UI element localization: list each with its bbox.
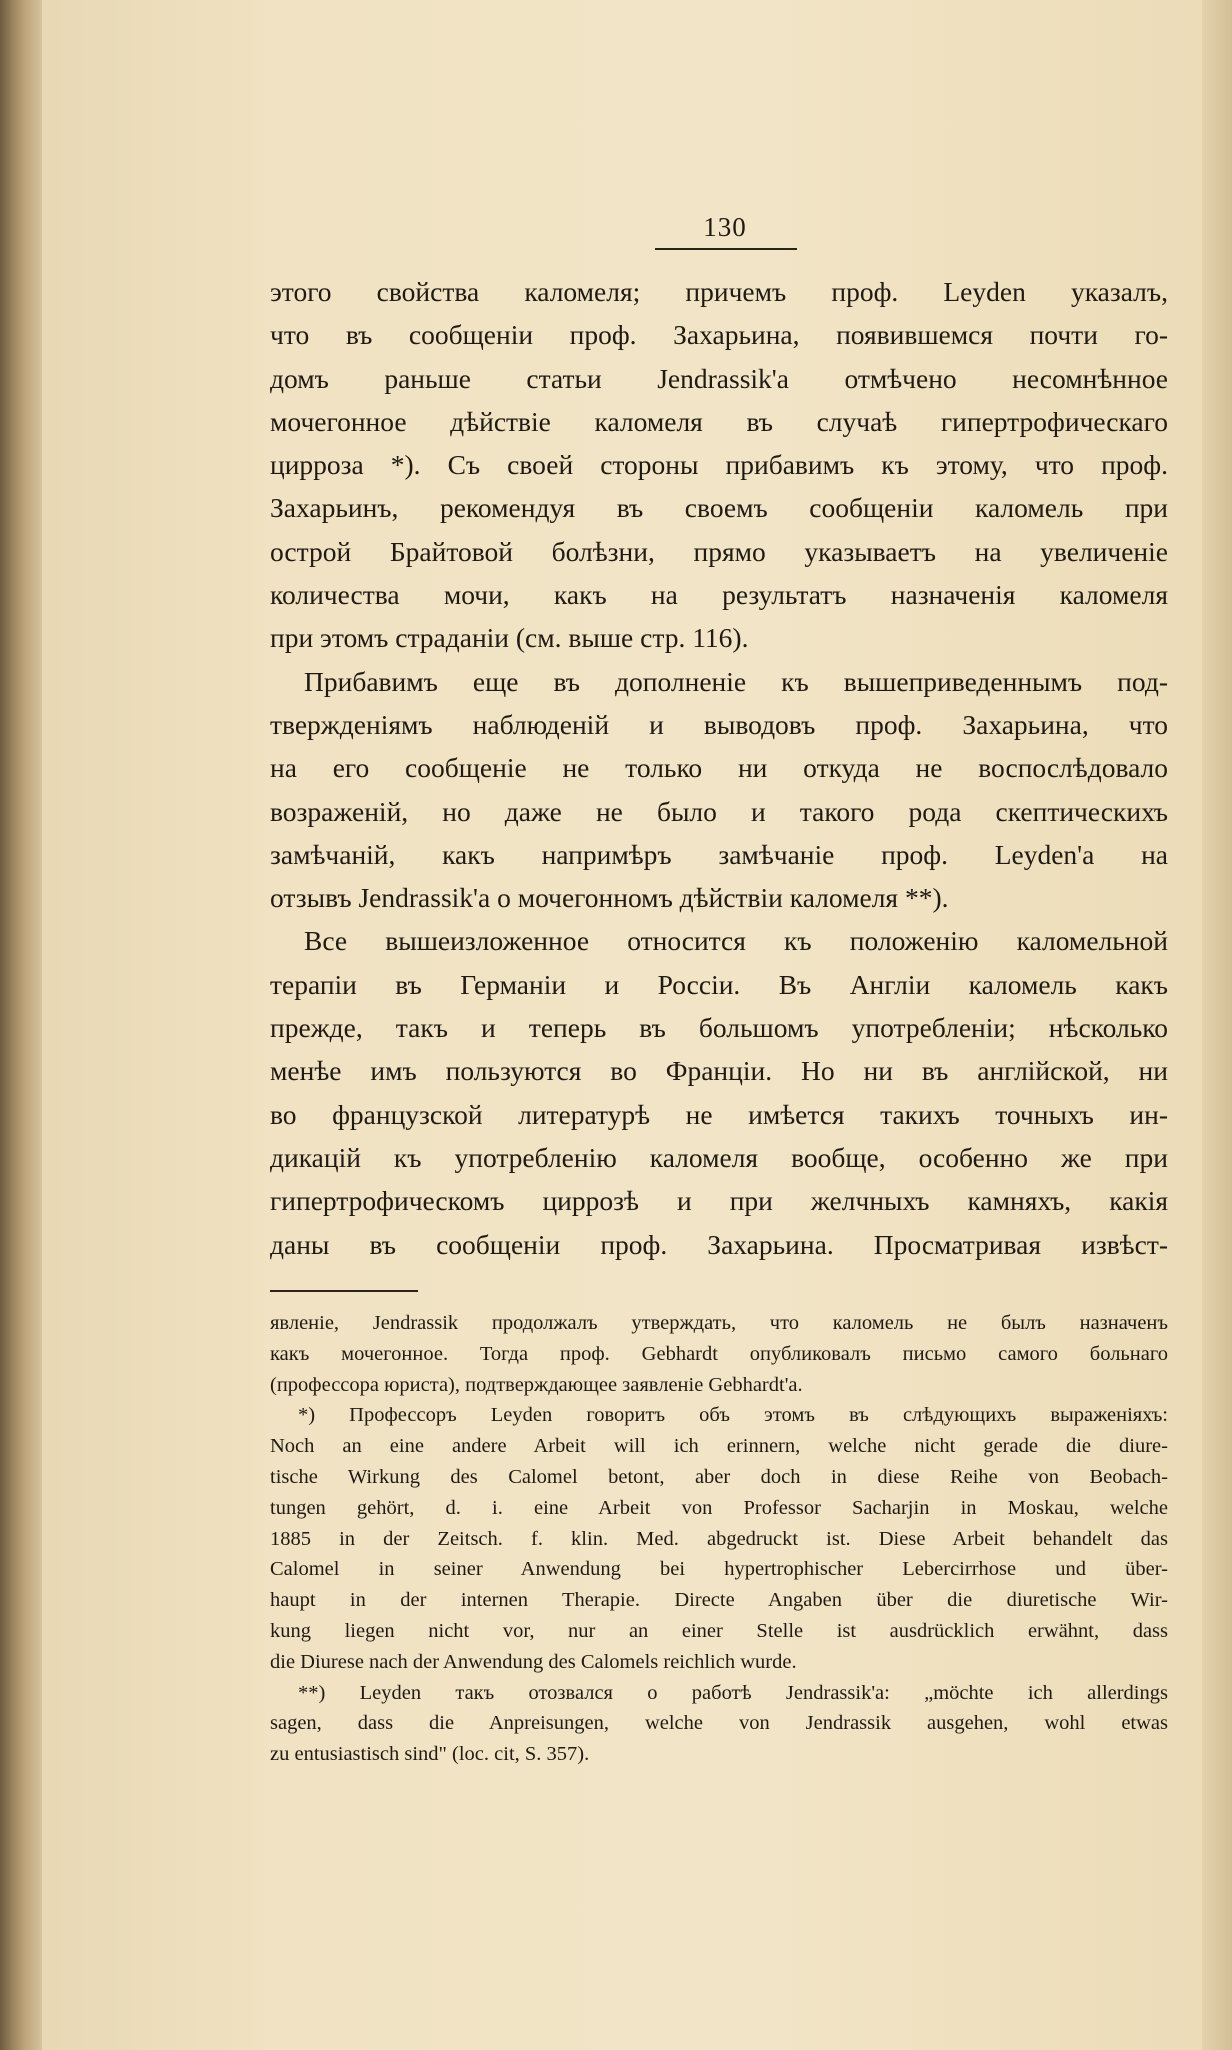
paragraph bbox=[270, 270, 1168, 660]
text-line: возраженій, но даже не было и такого рода скептическихъ bbox=[270, 795, 1168, 827]
footnote-separator bbox=[270, 1290, 418, 1292]
footnote-line: kung liegen nicht vor, nur an einer Stelle ist ausdrücklich erwähnt, dass bbox=[270, 1619, 1168, 1642]
footnote-line: Noch an eine andere Arbeit will ich erinnern, welche nicht gerade die diure- bbox=[270, 1435, 1168, 1458]
text-line: на его сообщеніе не только ни откуда не воспослѣдовало bbox=[270, 752, 1168, 784]
text-line: даны въ сообщеніи проф. Захарьина. Просматривая извѣст- bbox=[270, 1228, 1168, 1260]
footnote bbox=[270, 1400, 1168, 1677]
text-line: гипертрофическомъ циррозѣ и при желчныхъ камняхъ, какія bbox=[270, 1185, 1168, 1217]
text-line: Прибавимъ еще въ дополненіе къ вышеприведеннымъ под- bbox=[304, 665, 1168, 697]
footnote-line: die Diurese nach der Anwendung des Calomels reichlich wurde. bbox=[270, 1650, 797, 1673]
footnote-line: zu entusiastisch sind" (loc. cit, S. 357). bbox=[270, 1743, 590, 1766]
text-line: Все вышеизложенное относится къ положенію каломельной bbox=[304, 925, 1168, 957]
footnote-line: **) Leyden такъ отозвался о работѣ Jendrassik'а: „möchte ich allerdings bbox=[298, 1681, 1168, 1704]
book-binding-edge bbox=[0, 0, 42, 2050]
footnote-line: 1885 in der Zeitsch. f. klin. Med. abgedruckt ist. Diese Arbeit behandelt das bbox=[270, 1527, 1168, 1550]
text-line: количества мочи, какъ на результатъ назначенія каломеля bbox=[270, 579, 1168, 611]
footnotes bbox=[270, 1308, 1168, 1770]
text-line: отзывъ Jendrassik'а о мочегонномъ дѣйствіи каломеля **). bbox=[270, 882, 949, 914]
text-line: прежде, такъ и теперь въ большомъ употребленіи; нѣсколько bbox=[270, 1012, 1168, 1044]
page-number: 130 bbox=[703, 212, 747, 242]
page-right-edge bbox=[1202, 0, 1232, 2050]
page-number-underline bbox=[655, 248, 797, 250]
footnote-line: tungen gehört, d. i. eine Arbeit von Professor Sacharjin in Moskau, welche bbox=[270, 1496, 1168, 1519]
footnote bbox=[270, 1678, 1168, 1770]
text-line: острой Брайтовой болѣзни, прямо указываетъ на увеличеніе bbox=[270, 535, 1168, 567]
text-line: Захарьинъ, рекомендуя въ своемъ сообщеніи каломель при bbox=[270, 492, 1168, 524]
text-line: цирроза *). Съ своей стороны прибавимъ къ этому, что проф. bbox=[270, 449, 1168, 481]
text-line: менѣе имъ пользуются во Франціи. Но ни въ англійской, ни bbox=[270, 1055, 1168, 1087]
text-line: дикацій къ употребленію каломеля вообще, особенно же при bbox=[270, 1141, 1168, 1173]
text-line: мочегонное дѣйствіе каломеля въ случаѣ гипертрофическаго bbox=[270, 405, 1168, 437]
footnote-line: (профессора юриста), подтверждающее заявленіе Gebhardt'а. bbox=[270, 1373, 803, 1396]
text-line: замѣчаній, какъ напримѣръ замѣчаніе проф. Leyden'а на bbox=[270, 838, 1168, 870]
text-line: терапіи въ Германіи и Россіи. Въ Англіи каломель какъ bbox=[270, 968, 1168, 1000]
text-line: домъ раньше статьи Jendrassik'а отмѣчено несомнѣнное bbox=[270, 362, 1168, 394]
text-line: этого свойства каломеля; причемъ проф. Leyden указалъ, bbox=[270, 276, 1168, 307]
text-line: во французской литературѣ не имѣется такихъ точныхъ ин- bbox=[270, 1098, 1168, 1130]
footnote-line: sagen, dass die Anpreisungen, welche von Jendrassik ausgehen, wohl etwas bbox=[270, 1712, 1168, 1735]
footnote-line: Calomel in seiner Anwendung bei hypertrophischer Lebercirrhose und über- bbox=[270, 1558, 1168, 1581]
text-line: что въ сообщеніи проф. Захарьина, появившемся почти го- bbox=[270, 319, 1168, 351]
footnote-continuation bbox=[270, 1308, 1168, 1400]
footnote-line: haupt in der internen Therapie. Directe Angaben über die diuretische Wir- bbox=[270, 1589, 1168, 1612]
footnote-line: явленіе, Jendrassik продолжалъ утверждать, что каломель не былъ назначенъ bbox=[270, 1312, 1168, 1334]
paragraph bbox=[270, 919, 1168, 1265]
paragraph bbox=[270, 660, 1168, 920]
text-line: твержденіямъ наблюденій и выводовъ проф. Захарьина, что bbox=[270, 708, 1168, 740]
footnote-line: tische Wirkung des Calomel betont, aber doch in diese Reihe von Beobach- bbox=[270, 1465, 1168, 1488]
body-text bbox=[270, 270, 1168, 1266]
footnote-line: *) Профессоръ Leyden говоритъ объ этомъ въ слѣдующихъ выраженіяхъ: bbox=[298, 1404, 1168, 1427]
footnote-line: какъ мочегонное. Тогда проф. Gebhardt опубликовалъ письмо самого больнаго bbox=[270, 1342, 1168, 1365]
text-line: при этомъ страданіи (см. выше стр. 116). bbox=[270, 622, 749, 654]
